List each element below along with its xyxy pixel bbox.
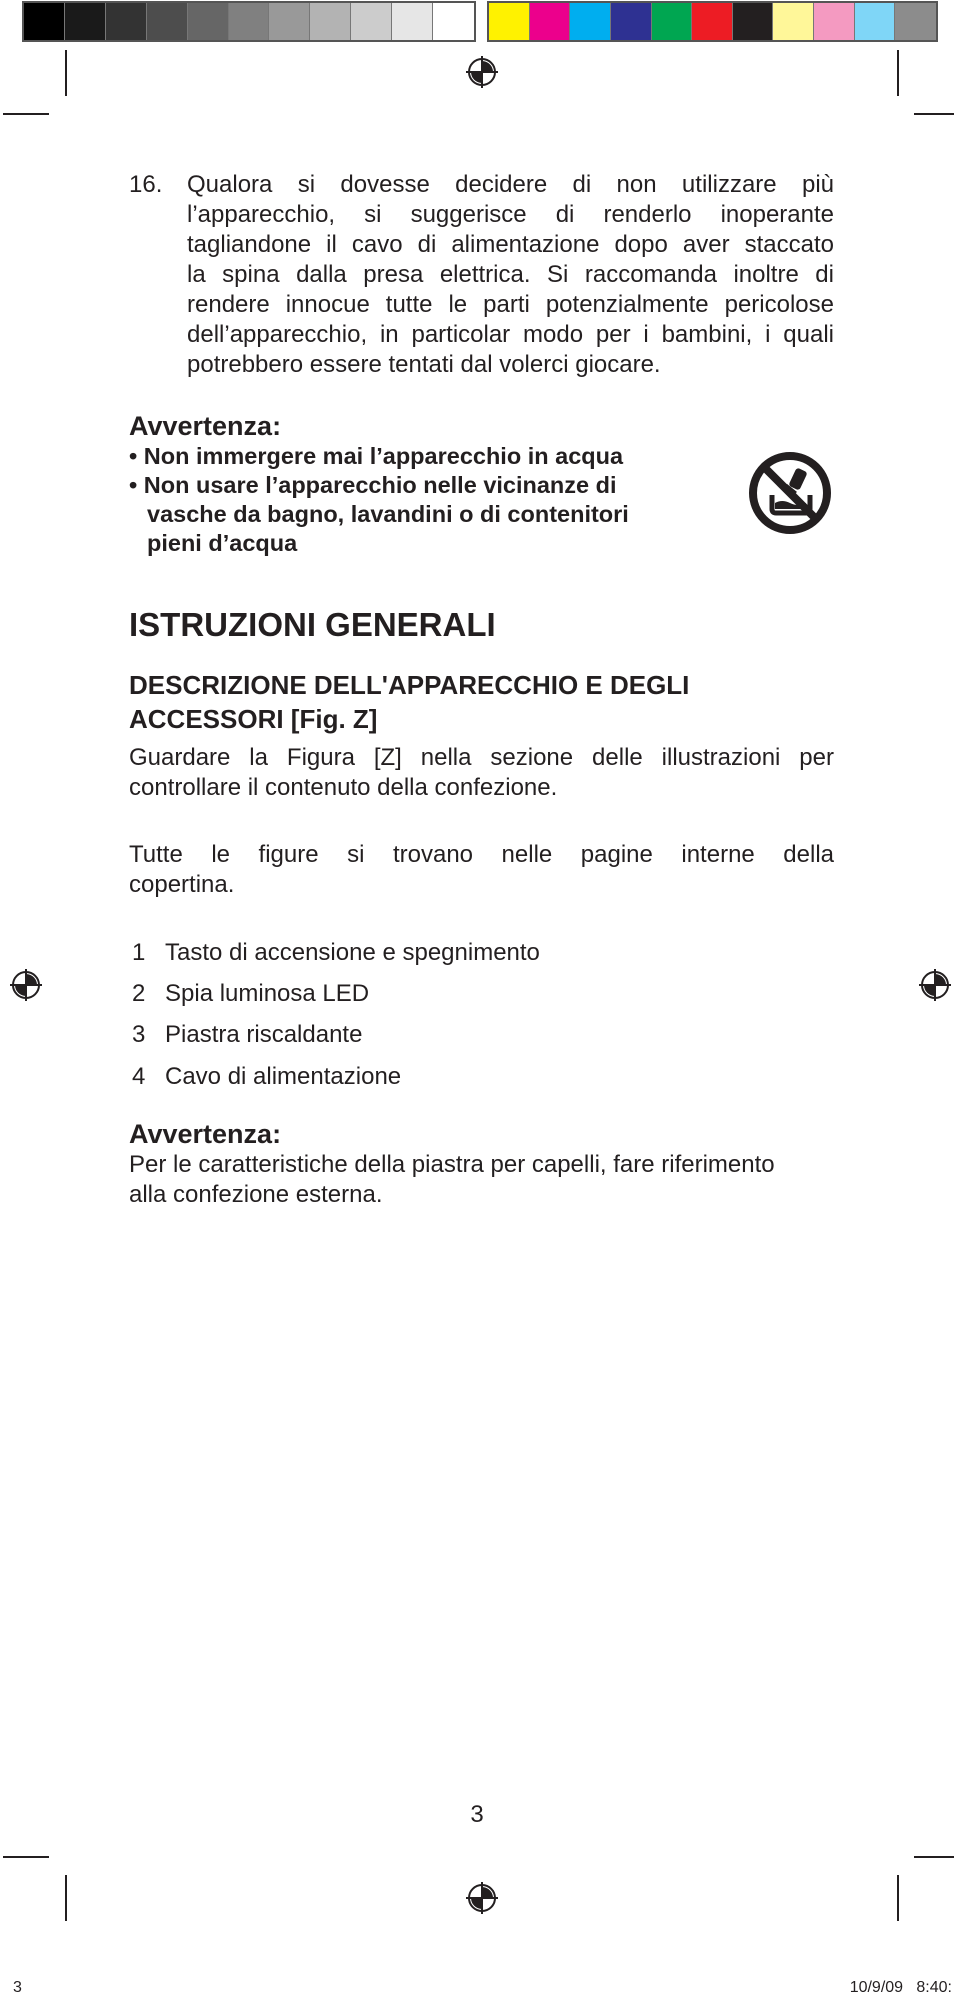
list-item	[132, 1020, 362, 1050]
paragraph	[129, 840, 834, 900]
warning-heading: Avvertenza:	[129, 1119, 282, 1149]
color-swatch	[814, 3, 855, 40]
crop-mark	[914, 1856, 954, 1858]
color-swatch	[24, 3, 65, 40]
item-16-line: la spina dalla presa elettrica. Si raccomanda inoltre di	[187, 261, 834, 288]
color-swatch	[733, 3, 774, 40]
crop-mark	[897, 50, 899, 96]
warning-text	[129, 1150, 839, 1210]
crop-mark	[897, 1875, 899, 1921]
color-swatch	[147, 3, 188, 40]
item-16-text	[187, 170, 834, 380]
warning-text-line: Per le caratteristiche della piastra per capelli, fare riferimento	[129, 1151, 775, 1178]
list-item-number: 4	[132, 1063, 146, 1090]
crop-mark	[914, 113, 954, 115]
color-swatch	[351, 3, 392, 40]
list-item	[132, 938, 540, 968]
paragraph-line: controllare il contenuto della confezione.	[129, 774, 558, 801]
color-swatch	[855, 3, 896, 40]
subsection-title: ACCESSORI [Fig. Z]	[129, 704, 378, 734]
slug-page: 3	[13, 1979, 22, 1996]
item-16-line: potrebbero essere tentati dal volerci giocare.	[187, 351, 661, 378]
warning-bullet-continuation: pieni d’acqua	[147, 530, 298, 556]
color-swatch	[773, 3, 814, 40]
color-swatch	[269, 3, 310, 40]
color-swatch	[530, 3, 571, 40]
item-16-line: Qualora si dovesse decidere di non utilizzare più	[187, 171, 834, 198]
color-swatch	[895, 3, 936, 40]
paragraph-line: Guardare la Figura [Z] nella sezione delle illustrazioni per	[129, 744, 834, 771]
registration-mark-icon	[465, 1881, 499, 1915]
color-swatch	[65, 3, 106, 40]
item-16-number: 16.	[129, 171, 163, 198]
color-swatch	[229, 3, 270, 40]
color-swatch	[652, 3, 693, 40]
item-16-line: l’apparecchio, si suggerisce di renderlo inoperante	[187, 201, 834, 228]
list-item-label: Tasto di accensione e spegnimento	[165, 939, 540, 966]
warning-bullet-continuation: vasche da bagno, lavandini o di contenitori	[147, 501, 629, 527]
color-swatch	[188, 3, 229, 40]
crop-mark	[3, 113, 49, 115]
slug-date: 10/9/09 8:40:	[849, 1979, 952, 1996]
color-swatch	[692, 3, 733, 40]
color-swatch	[489, 3, 530, 40]
item-16-line: rendere innocue tutte le parti potenzialmente pericolose	[187, 291, 834, 318]
list-item	[132, 979, 369, 1009]
warning-bullet: • Non immergere mai l’apparecchio in acqua	[129, 443, 624, 469]
color-swatch	[611, 3, 652, 40]
warning-bullet: • Non usare l’apparecchio nelle vicinanze di	[129, 472, 617, 498]
list-item-label: Cavo di alimentazione	[165, 1063, 402, 1090]
item-16-line: tagliandone il cavo di alimentazione dopo aver staccato	[187, 231, 834, 258]
crop-mark	[3, 1856, 49, 1858]
color-swatch	[570, 3, 611, 40]
process-color-bar	[487, 1, 938, 42]
crop-mark	[65, 1875, 67, 1921]
list-item	[132, 1062, 401, 1092]
list-item-label: Piastra riscaldante	[165, 1021, 363, 1048]
no-water-icon	[748, 451, 832, 535]
item-16-line: dell’apparecchio, in particolar modo per i bambini, i quali	[187, 321, 834, 348]
list-item-label: Spia luminosa LED	[165, 980, 370, 1007]
list-item-number: 1	[132, 939, 146, 966]
crop-mark	[65, 50, 67, 96]
list-item-number: 2	[132, 980, 146, 1007]
color-swatch	[106, 3, 147, 40]
registration-mark-icon	[465, 55, 499, 89]
warning-heading: Avvertenza:	[129, 411, 282, 441]
color-swatch	[392, 3, 433, 40]
paragraph	[129, 743, 834, 803]
subsection-title: DESCRIZIONE DELL'APPARECCHIO E DEGLI	[129, 670, 690, 700]
warning-text-line: alla confezione esterna.	[129, 1181, 383, 1208]
list-item-number: 3	[132, 1021, 146, 1048]
paragraph-line: copertina.	[129, 871, 235, 898]
section-title: ISTRUZIONI GENERALI	[129, 606, 496, 643]
color-swatch	[310, 3, 351, 40]
color-swatch	[433, 3, 474, 40]
registration-mark-icon	[9, 968, 43, 1002]
page-number: 3	[470, 1801, 484, 1828]
registration-mark-icon	[918, 968, 952, 1002]
paragraph-line: Tutte le figure si trovano nelle pagine interne della	[129, 841, 834, 868]
grayscale-color-bar	[22, 1, 476, 42]
